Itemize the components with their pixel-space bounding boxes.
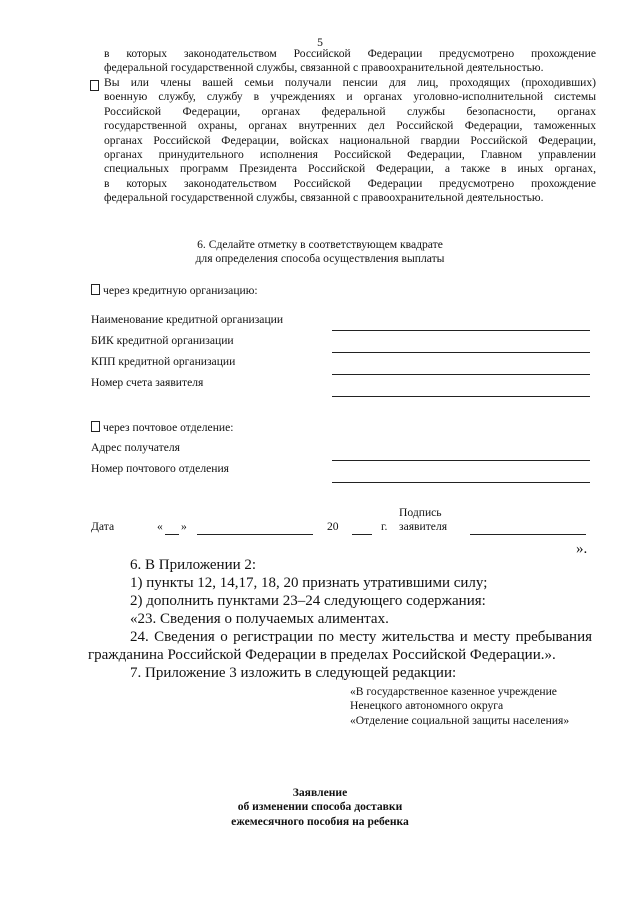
field-label: КПП кредитной организации xyxy=(91,355,236,368)
month-field[interactable] xyxy=(197,534,313,535)
field-label: Номер счета заявителя xyxy=(91,376,204,389)
amendment-item-24-line1: 24. Сведения о регистрации по месту жительства и месту пребывания xyxy=(130,629,592,645)
kpp-field[interactable] xyxy=(332,374,590,375)
continuation-paragraph xyxy=(104,47,596,76)
text-line: федеральной государственной службы, связанной с правоохранительной деятельностью. xyxy=(104,61,544,75)
quote-open: « xyxy=(157,520,163,533)
field-label: БИК кредитной организации xyxy=(91,334,234,347)
year-field[interactable] xyxy=(352,534,372,535)
amendment-sub-1: 1) пункты 12, 14,17, 18, 20 признать утратившими силу; xyxy=(130,575,488,591)
addressee-line: «В государственное казенное учреждение xyxy=(350,685,557,698)
field-label: Адрес получателя xyxy=(91,441,180,454)
amendment-item-7: 7. Приложение 3 изложить в следующей редакции: xyxy=(130,665,457,681)
quote-close: » xyxy=(181,520,187,533)
addressee-block xyxy=(350,685,569,728)
amendment-sub-2: 2) дополнить пунктами 23–24 следующего содержания: xyxy=(130,593,486,609)
document-title xyxy=(180,786,460,829)
signature-field[interactable] xyxy=(470,534,586,535)
text-line: в которых законодательством Российской Федерации предусмотрено прохождение xyxy=(104,47,596,60)
post-checkbox[interactable] xyxy=(91,421,100,432)
text-line: военную службу, службу в учреждениях и органах уголовно-исполнительной системы xyxy=(104,90,596,104)
title-line: Заявление xyxy=(292,786,348,799)
text-line: государственной охраны, органах внутренних дел Российской Федерации, таможенных xyxy=(104,119,596,133)
heading-line: для определения способа осуществления выплаты xyxy=(195,252,445,266)
signature-label-top: Подпись xyxy=(399,506,442,519)
bank-name-field[interactable] xyxy=(332,330,590,331)
amendment-item-24-line2: гражданина Российской Федерации в пределах Российской Федерации.». xyxy=(88,647,556,663)
page-number: 5 xyxy=(317,36,323,49)
signature-label-bottom: заявителя xyxy=(399,520,448,533)
credit-option-label: через кредитную организацию: xyxy=(103,284,258,297)
text-line: специальных программ Президента Российской Федерации, а также в иных органах, xyxy=(104,162,596,176)
account-number-field[interactable] xyxy=(332,396,590,397)
year-suffix: г. xyxy=(381,520,388,533)
title-line: ежемесячного пособия на ребенка xyxy=(231,814,409,828)
section-6-heading xyxy=(150,238,490,267)
text-line: Российской Федерации, органах федеральной службы безопасности, органах xyxy=(104,104,596,118)
addressee-line: «Отделение социальной защиты населения» xyxy=(350,713,570,727)
credit-checkbox[interactable] xyxy=(91,284,100,295)
bik-field[interactable] xyxy=(332,352,590,353)
credit-option xyxy=(91,284,258,298)
field-label: Номер почтового отделения xyxy=(91,462,229,475)
pension-checkbox[interactable] xyxy=(90,80,99,91)
day-field[interactable] xyxy=(165,534,179,535)
addressee-line: Ненецкого автономного округа xyxy=(350,699,504,713)
title-line: об изменении способа доставки xyxy=(237,800,403,814)
text-line: федеральной государственной службы, связанной с правоохранительной деятельностью. xyxy=(104,191,544,205)
text-line: органах Российской Федерации, войсках национальной гвардии Российской Федерации, xyxy=(104,133,596,147)
amendment-item-23: «23. Сведения о получаемых алиментах. xyxy=(130,611,389,627)
heading-line: 6. Сделайте отметку в соответствующем квадрате xyxy=(197,238,443,251)
pension-paragraph xyxy=(104,76,596,206)
field-label: Наименование кредитной организации xyxy=(91,313,284,326)
text-line: Вы или члены вашей семьи получали пенсии для лиц, проходящих (проходивших) xyxy=(104,76,596,89)
amendment-item-6: 6. В Приложении 2: xyxy=(130,557,257,573)
date-label: Дата xyxy=(91,520,115,533)
text-line: в которых законодательством Российской Федерации предусмотрено прохождение xyxy=(104,176,596,190)
post-office-number-field[interactable] xyxy=(332,482,590,483)
closing-mark: ». xyxy=(576,541,588,557)
post-option xyxy=(91,421,233,435)
post-option-label: через почтовое отделение: xyxy=(103,421,234,434)
text-line: органах принудительного исполнения Российской Федерации, Главном управлении xyxy=(104,148,596,162)
recipient-address-field[interactable] xyxy=(332,460,590,461)
year-prefix: 20 xyxy=(327,520,339,533)
